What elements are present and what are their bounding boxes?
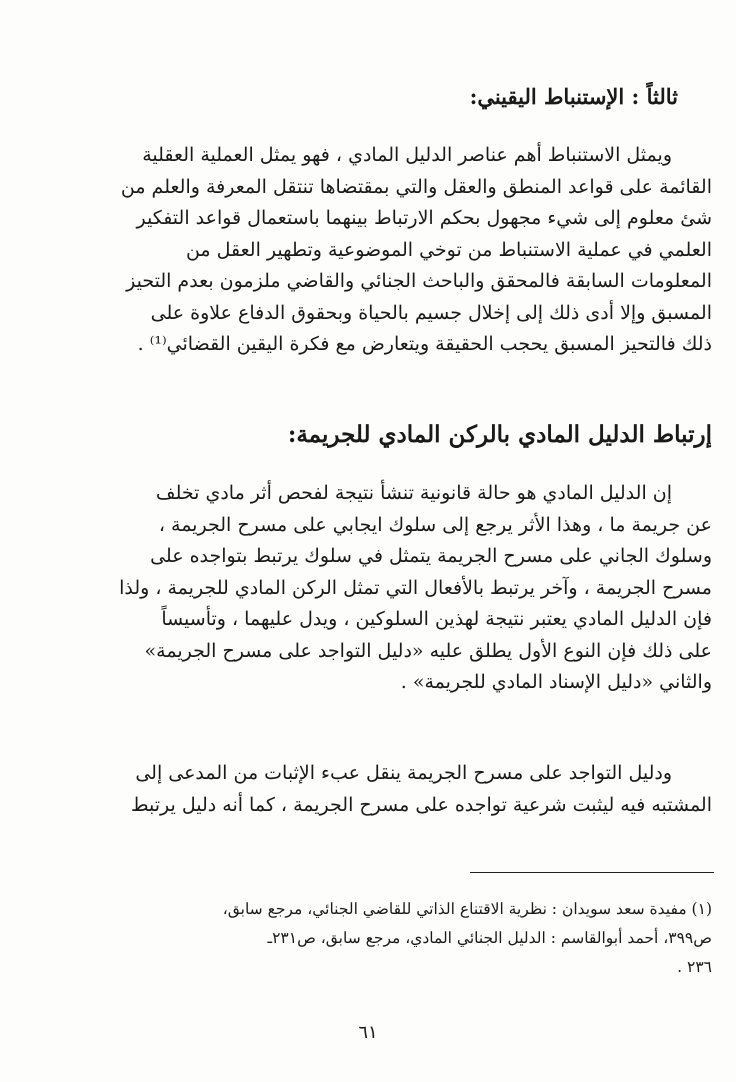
text-line: ذلك فالتحيز المسبق يحجب الحقيقة ويتعارض مع فكرة اليقين القضائي⁽¹⁾ . [137,333,712,355]
section-heading-text: إرتباط الدليل المادي بالركن المادي للجريمة: [287,421,712,448]
footnote-divider [470,872,714,873]
text-line: وسلوك الجاني على مسرح الجريمة يتمثل في سلوك يرتبط بتواجده على [150,545,712,567]
subheading [58,82,678,112]
page-number: ٦١ [358,1022,378,1043]
text-line: العلمي في عملية الاستنباط من توخي الموضوعية وتطهير العقل من [185,238,712,261]
section-heading [22,418,712,452]
text-line: ويمثل الاستنباط أهم عناصر الدليل المادي ، فهو يمثل العملية العقلية [142,144,672,166]
footnote-line: (١) مفيدة سعد سويدان : نظرية الاقتناع الذاتي للقاضي الجنائي، مرجع سابق، [222,900,712,918]
paragraph-material-evidence [22,478,712,699]
subheading-text: ثالثاً : الإستنباط اليقيني: [469,84,678,109]
text-line: فإن الدليل المادي يعتبر نتيجة لهذين السلوكين ، ويدل عليهما ، وتأسيساً [161,608,712,630]
text-line: عن جريمة ما ، وهذا الأثر يرجع إلى سلوك ايجابي على مسرح الجريمة ، [158,513,712,536]
text-line: المعلومات السابقة فالمحقق والباحث الجنائي والقاضي ملزمون بعدم التحيز [126,270,712,292]
text-line: القائمة على قواعد المنطق والعقل والتي بمقتضاها تنتقل المعرفة والعلم من [120,175,712,198]
footnote-line: ص٣٩٩، أحمد أبوالقاسم : الدليل الجنائي المادي، مرجع سابق، ص٢٣١ـ [267,929,712,947]
text-line: مسرح الجريمة ، وآخر يرتبط بالأفعال التي تمثل الركن المادي للجريمة ، ولذا [119,576,712,599]
text-line: شئ معلوم إلى شيء مجهول بحكم الارتباط بينهما باستعمال قواعد التفكير [136,207,712,229]
text-line: والثاني «دليل الإسناد المادي للجريمة» . [400,671,712,693]
footnote [22,895,712,982]
text-line: المسبق وإلا أدى ذلك إلى إخلال جسيم بالحياة وبحقوق الدفاع علاوة على [150,301,712,324]
footnote-line: ٢٣٦ . [677,958,712,976]
text-line: على ذلك فإن النوع الأول يطلق عليه «دليل التواجد على مسرح الجريمة» [144,639,712,662]
text-line: ودليل التواجد على مسرح الجريمة ينقل عبء الإثبات من المدعى إلى [135,762,672,784]
paragraph-inference [22,140,712,361]
text-line: إن الدليل المادي هو حالة قانونية تنشأ نتيجة لفحص أثر مادي تخلف [155,482,672,504]
paragraph-presence-evidence [22,758,712,821]
text-line: المشتبه فيه ليثبت شرعية تواجده على مسرح الجريمة ، كما أنه دليل يرتبط [130,793,712,816]
